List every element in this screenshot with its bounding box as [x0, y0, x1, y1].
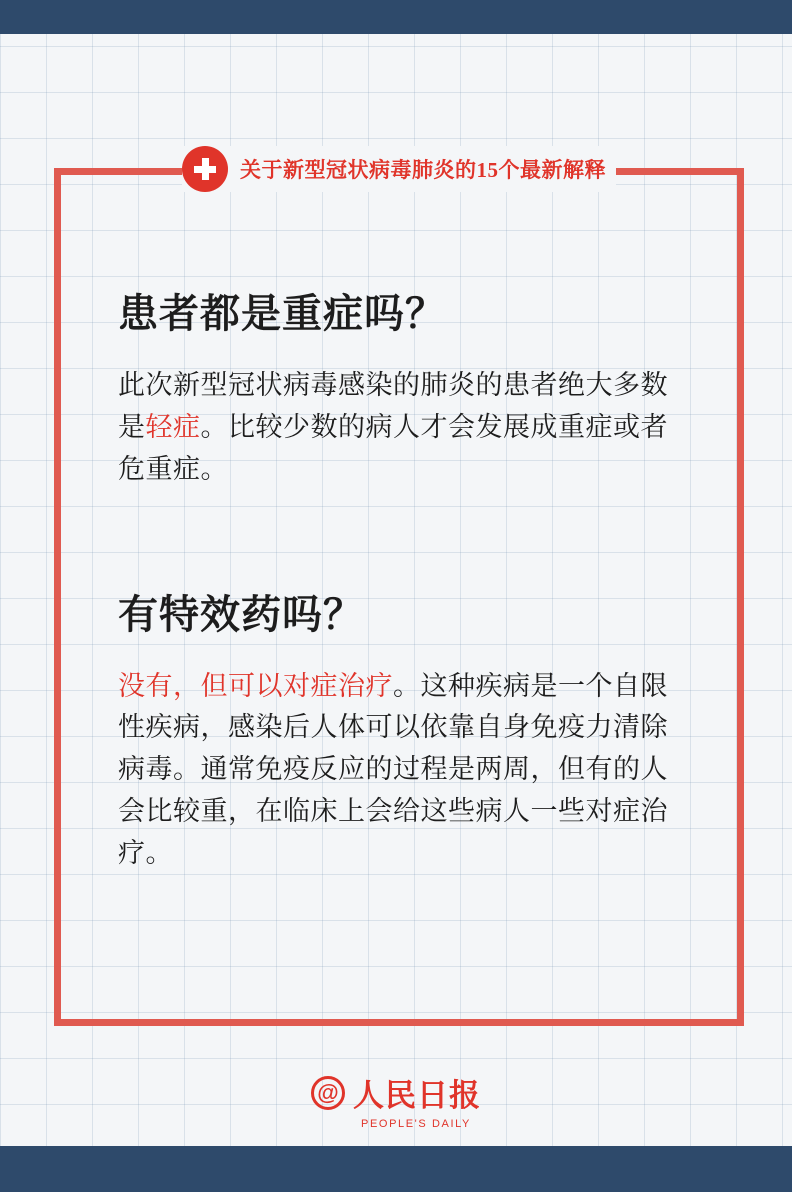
bottom-bar [0, 1146, 792, 1192]
header-title: 关于新型冠状病毒肺炎的15个最新解释 [240, 158, 606, 182]
section-2-highlight: 没有，但可以对症治疗 [118, 670, 393, 701]
section-2-text-a: 。这种疾病是一个自限性疾病，感染后人体可以依靠自身免疫力清除病毒。通常免疫反应的过程是两周，但有的人会比较重，在临床上会给这些病人一些对症治疗。 [118, 670, 668, 868]
at-icon: @ [311, 1076, 345, 1110]
section-2-body [118, 666, 684, 875]
section-1-highlight: 轻症 [145, 411, 201, 442]
content-area [118, 282, 684, 875]
section-1 [118, 282, 684, 491]
section-1-body [118, 365, 684, 491]
logo-chinese-name: 人民日报 [353, 1078, 481, 1113]
section-2-title: 有特效药吗？ [118, 591, 364, 637]
top-bar [0, 0, 792, 34]
publisher-logo [0, 1070, 792, 1130]
section-2 [118, 583, 684, 875]
section-1-title: 患者都是重症吗？ [118, 291, 446, 336]
section-1-text-b: 。比较少数的病人才会发展成重症或者危重症。 [118, 411, 668, 484]
section-1-text-a: 此次新型冠状病毒感染的肺炎的患者绝大多数是 [118, 370, 668, 442]
logo-row [311, 1070, 481, 1115]
logo-english-name: PEOPLE'S DAILY [361, 1118, 471, 1130]
